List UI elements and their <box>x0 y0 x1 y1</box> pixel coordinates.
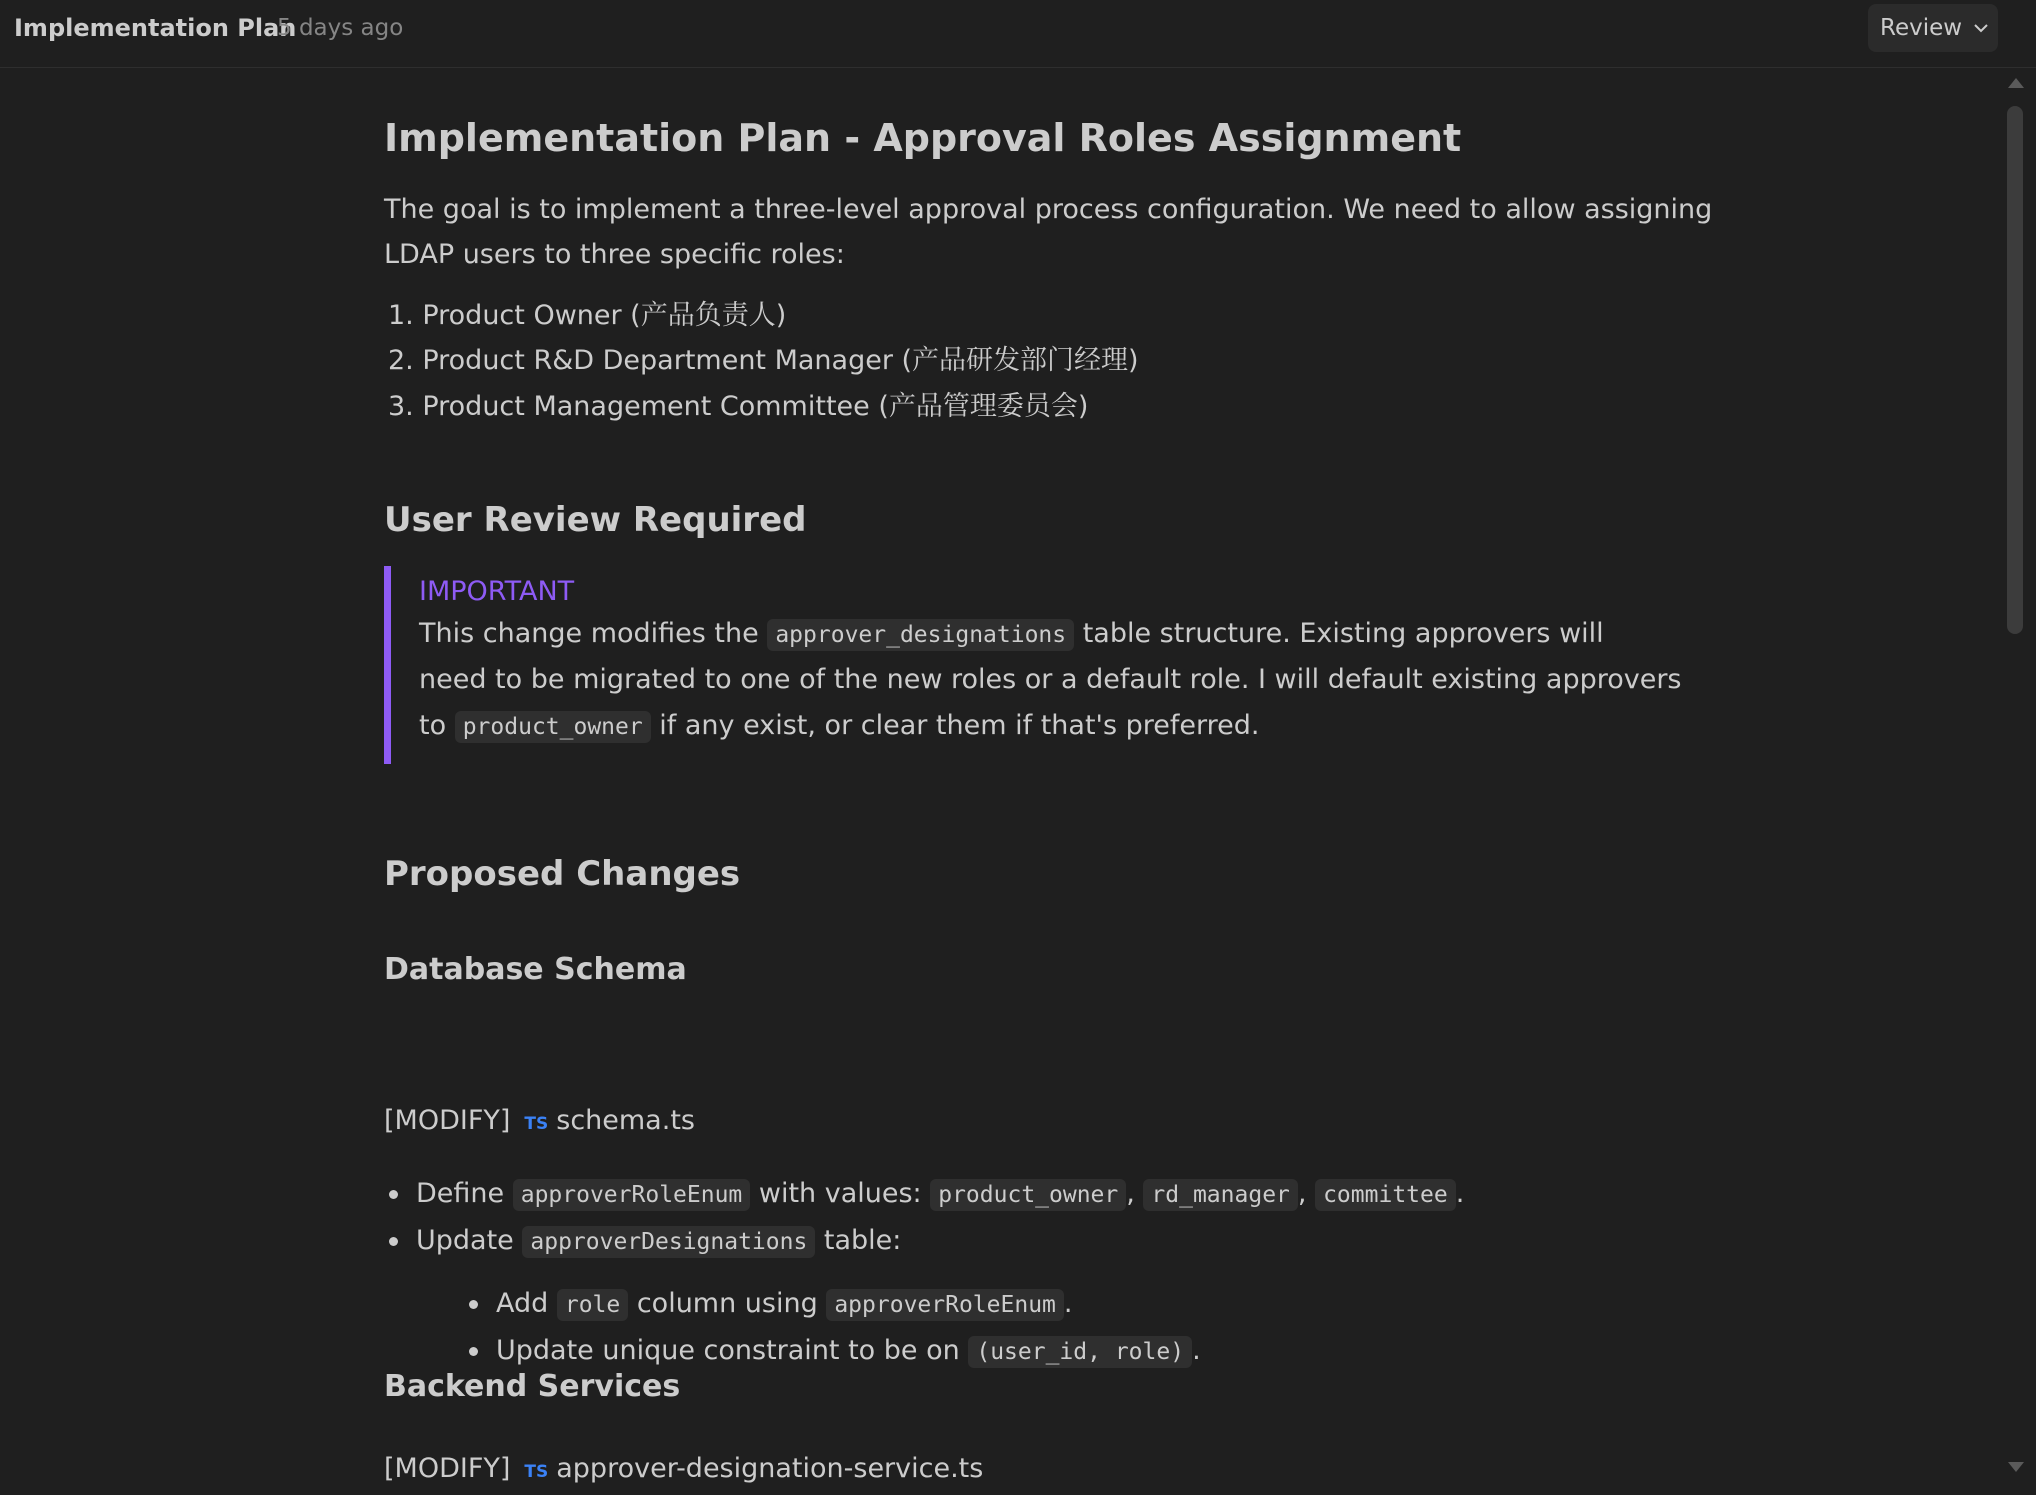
role-item-1: 1. Product Owner (产品负责人) <box>388 300 787 331</box>
intro-line-2: LDAP users to three specific roles: <box>384 239 845 270</box>
scroll-down-arrow-icon[interactable] <box>2008 1462 2024 1472</box>
list-item-define-enum: Define approverRoleEnum with values: product_owner , rd_manager , committee . <box>416 1178 1465 1209</box>
backend-services-heading: Backend Services <box>384 1369 681 1404</box>
file-link-schema[interactable]: schema.ts <box>556 1105 695 1136</box>
typescript-file-icon: TS <box>524 1114 549 1134</box>
callout-line-3: to product_owner if any exist, or clear them if that's preferred. <box>419 710 1260 741</box>
bullet-icon <box>389 1190 398 1199</box>
sub-item-unique-constraint: Update unique constraint to be on (user_id, role) . <box>496 1335 1201 1366</box>
modify-tag: [MODIFY] <box>384 1105 511 1136</box>
bullet-icon <box>389 1237 398 1246</box>
inline-code: approver_designations <box>767 619 1074 651</box>
top-bar <box>0 0 2036 68</box>
scrollbar-thumb[interactable] <box>2007 106 2023 634</box>
review-button[interactable] <box>1868 4 1998 52</box>
callout-line-2: need to be migrated to one of the new roles or a default role. I will default existing approvers <box>419 664 1682 695</box>
callout-line-1: This change modifies the approver_designations table structure. Existing approvers will <box>419 618 1604 649</box>
file-entry-schema <box>384 1098 695 1147</box>
typescript-file-icon: TS <box>524 1462 549 1482</box>
bullet-icon <box>469 1300 478 1309</box>
page-title: Implementation Plan - Approval Roles Assignment <box>384 116 1462 160</box>
file-link-approver-service[interactable]: approver-designation-service.ts <box>556 1453 984 1484</box>
modify-tag: [MODIFY] <box>384 1453 511 1484</box>
important-callout <box>384 566 1682 764</box>
document-title: Implementation Plan <box>14 14 297 42</box>
review-button-label: Review <box>1880 15 1963 41</box>
review-heading: User Review Required <box>384 500 807 540</box>
chevron-down-icon <box>1974 24 1988 33</box>
vertical-scrollbar[interactable] <box>2004 70 2026 1488</box>
inline-code: product_owner <box>455 711 651 743</box>
list-item-update-table: Update approverDesignations table: <box>416 1225 902 1256</box>
modified-time: 5 days ago <box>277 15 404 41</box>
bullet-icon <box>469 1347 478 1356</box>
role-item-2: 2. Product R&D Department Manager (产品研发部门经理) <box>388 345 1139 376</box>
intro-line-1: The goal is to implement a three-level approval process configuration. We need to allow assigning <box>384 194 1713 225</box>
proposed-changes-heading: Proposed Changes <box>384 854 741 894</box>
callout-title: IMPORTANT <box>419 576 575 607</box>
scroll-up-arrow-icon[interactable] <box>2008 78 2024 88</box>
role-item-3: 3. Product Management Committee (产品管理委员会) <box>388 391 1089 422</box>
sub-item-add-role: Add role column using approverRoleEnum . <box>496 1288 1073 1319</box>
database-schema-heading: Database Schema <box>384 952 687 987</box>
